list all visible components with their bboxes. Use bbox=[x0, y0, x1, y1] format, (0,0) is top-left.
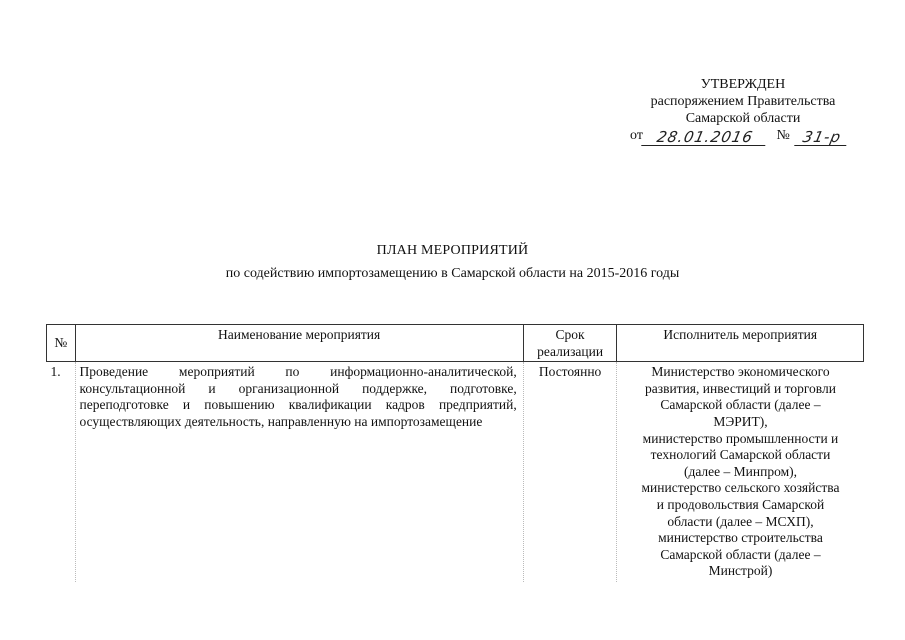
handwritten-number: 31-р bbox=[794, 129, 850, 146]
plan-table bbox=[46, 324, 864, 582]
executor-line: Самарской области (далее – bbox=[660, 397, 821, 413]
executor-line: и продовольствия Самарской bbox=[656, 496, 825, 512]
executor-line: МЭРИТ), bbox=[713, 413, 768, 429]
executor-line: (далее – Минпром), bbox=[683, 463, 797, 479]
approval-region: Самарской области bbox=[685, 111, 801, 126]
date-label: от bbox=[630, 128, 643, 143]
executor-line: области (далее – МСХП), bbox=[667, 513, 814, 529]
header-executor: Исполнитель мероприятия bbox=[617, 325, 864, 362]
executor-line: министерство строительства bbox=[658, 530, 823, 546]
number-label: № bbox=[776, 128, 790, 143]
row-activity-name: Проведение мероприятий по информационно-аналитической, консультационной и организационной поддержке, подготовке, переподготовке и повышению квалификации кадров предприятий, осуществляющих деятельность, направленную на импортозамещение bbox=[75, 362, 523, 582]
approval-authority: распоряжением Правительства bbox=[650, 94, 836, 109]
document-title bbox=[0, 242, 905, 283]
executor-line: министерство промышленности и bbox=[642, 430, 839, 446]
executor-line: министерство сельского хозяйства bbox=[641, 480, 840, 496]
row-number: 1. bbox=[50, 364, 61, 380]
executor-line: развития, инвестиций и торговли bbox=[645, 380, 836, 396]
executor-line: Министерство экономического bbox=[651, 364, 830, 380]
table-header-row bbox=[47, 325, 864, 362]
title-subtitle: по содействию импортозамещению в Самарской области на 2015-2016 годы bbox=[225, 266, 680, 281]
row-executor bbox=[617, 362, 864, 582]
row-term: Постоянно bbox=[523, 362, 617, 582]
approval-date-number bbox=[630, 126, 848, 146]
approval-heading: УТВЕРЖДЕН bbox=[700, 77, 786, 92]
table-row bbox=[47, 362, 864, 582]
handwritten-date: 28.01.2016 bbox=[641, 129, 769, 146]
header-name: Наименование мероприятия bbox=[75, 325, 523, 362]
executor-line: Минстрой) bbox=[708, 563, 773, 579]
approval-block bbox=[628, 76, 858, 127]
header-term: Срок реализации bbox=[523, 325, 617, 362]
executor-line: Самарской области (далее – bbox=[660, 546, 821, 562]
executor-line: технологий Самарской области bbox=[650, 447, 831, 463]
title-main: ПЛАН МЕРОПРИЯТИЙ bbox=[376, 243, 529, 258]
header-number: № bbox=[47, 325, 76, 362]
